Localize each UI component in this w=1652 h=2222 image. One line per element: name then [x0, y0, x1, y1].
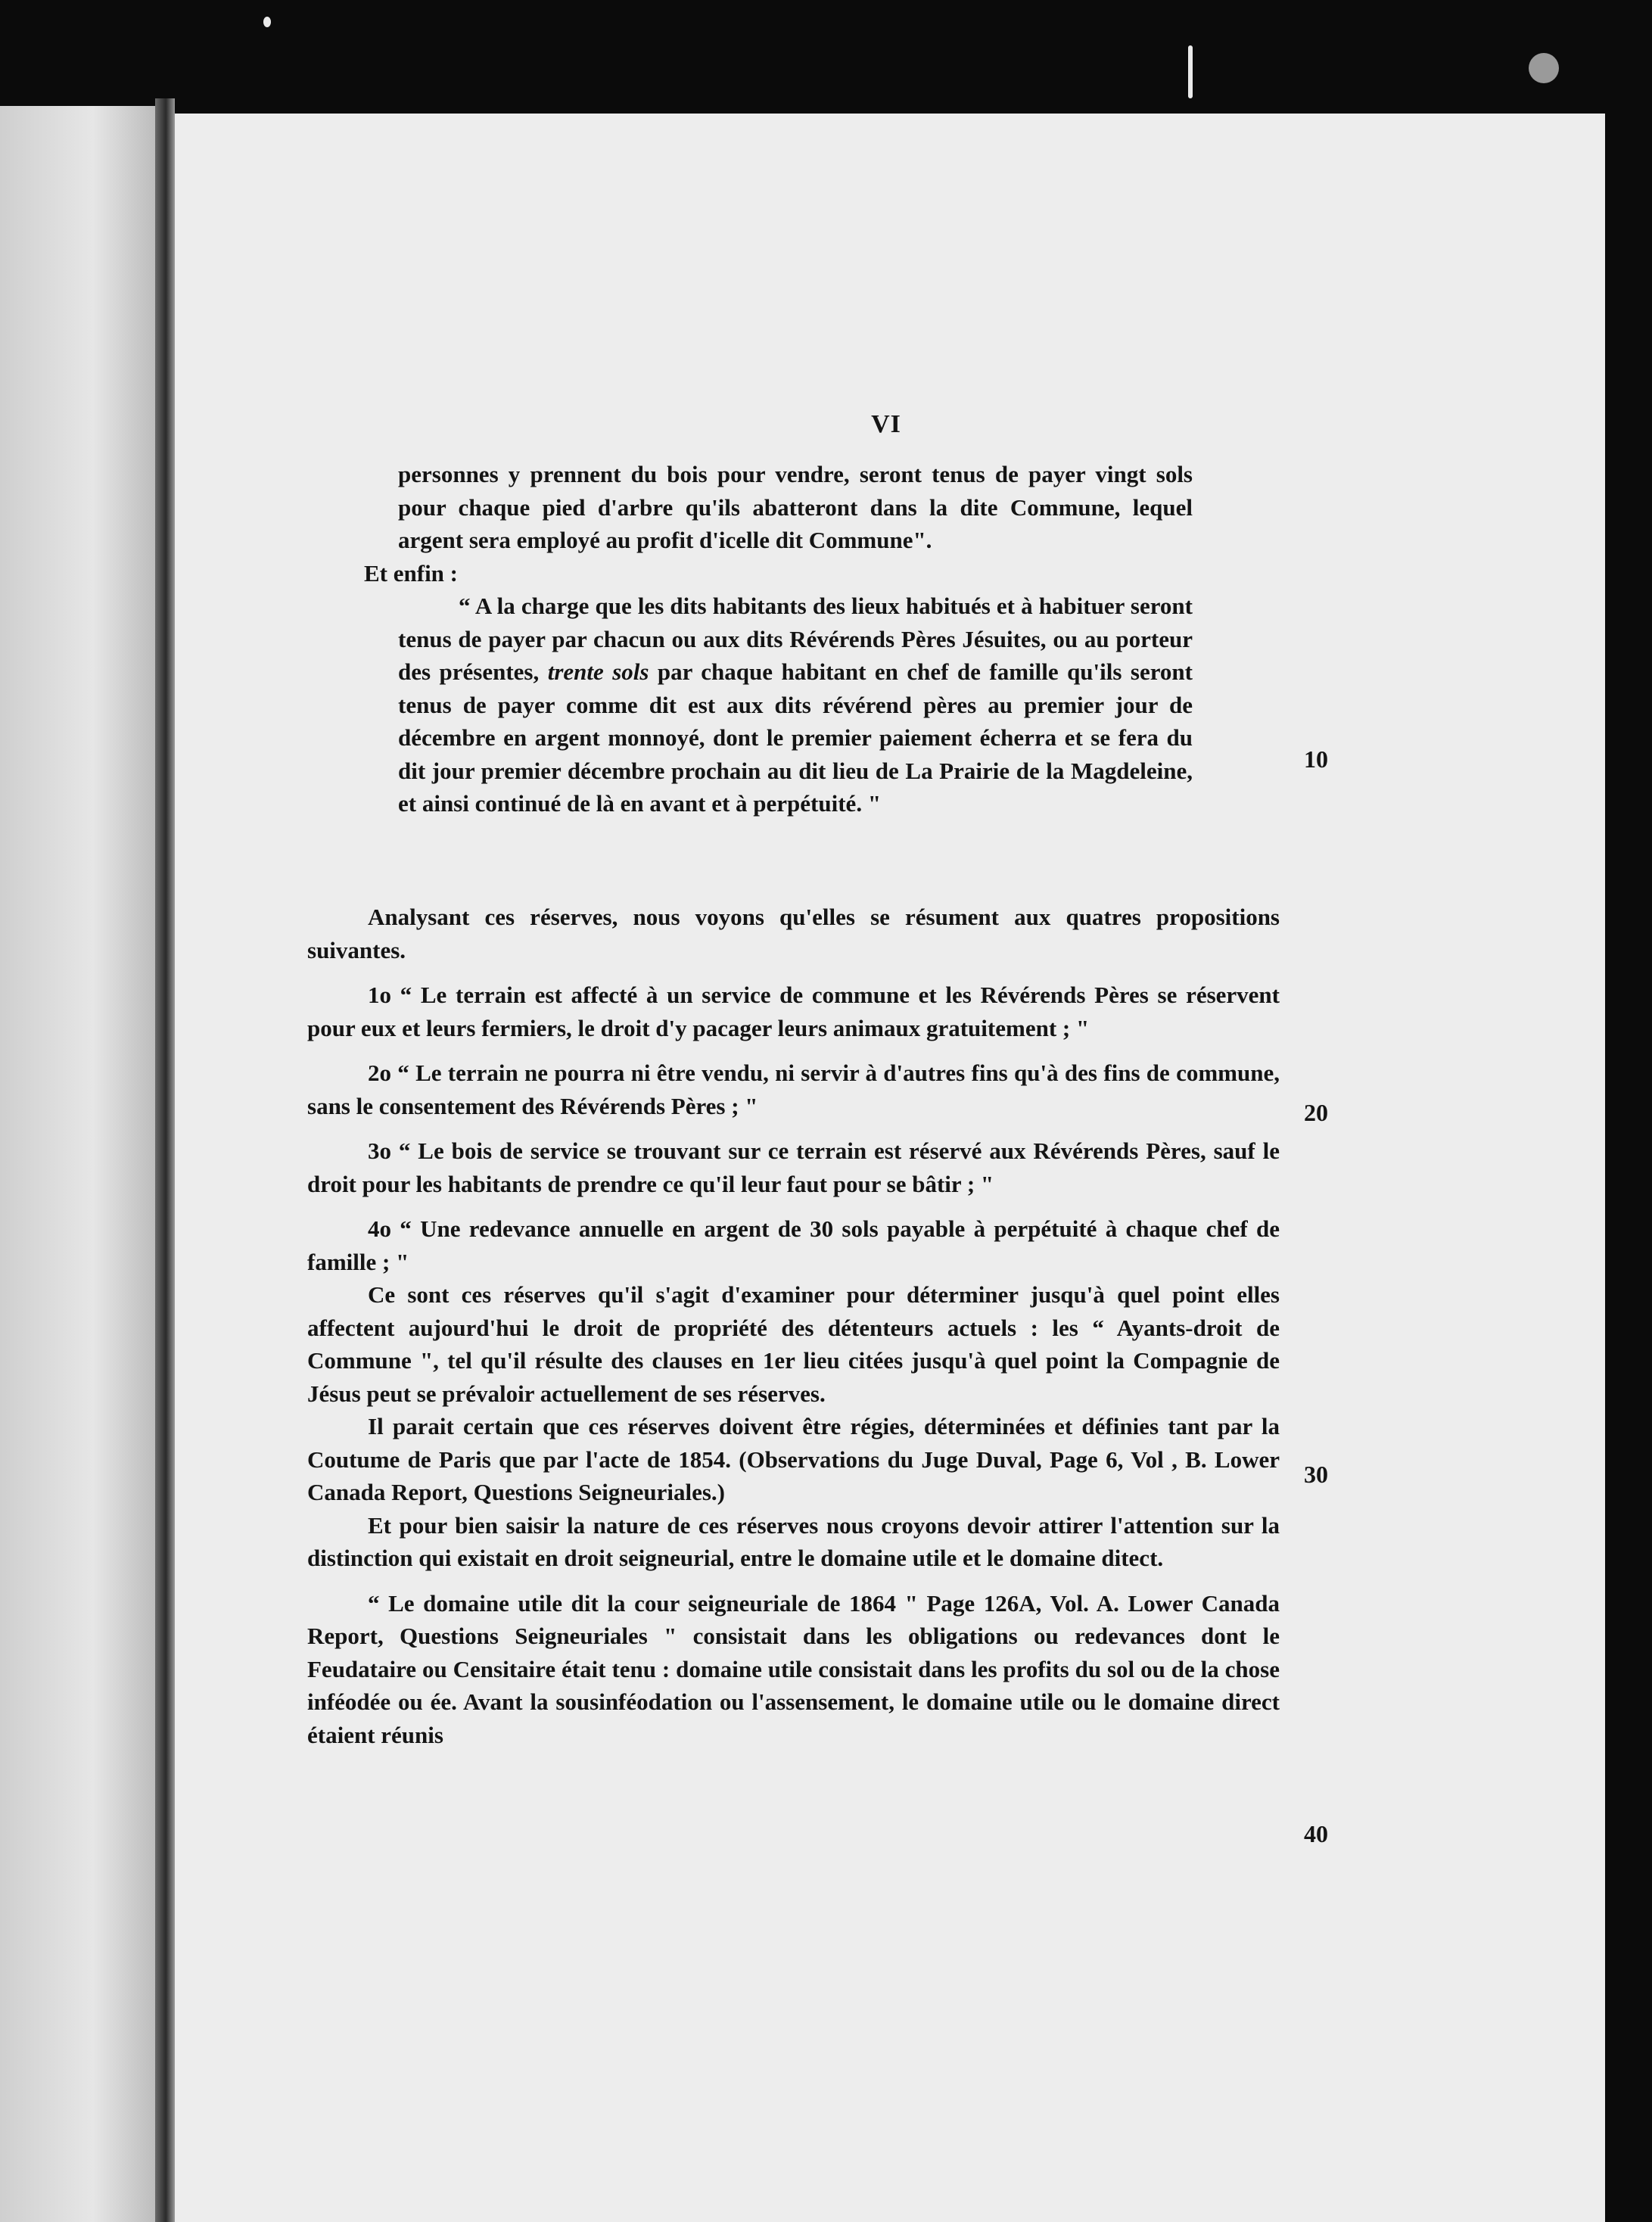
paragraph-domaine-utile: “ Le domaine utile dit la cour seigneuriale de 1864 " Page 126A, Vol. A. Lower Canada Report, Questions Seigneuriales " consistait dans les obligations ou redevances dont le Feudataire ou Censitaire était tenu : domaine utile consistait dans les profits du sol ou de la chose inféodée ou ée. Avant la sousinféodation ou l'assensement, le domaine utile ou le domaine direct étaient réunis: [307, 1589, 1280, 1748]
paragraph-reserve-2: 2o “ Le terrain ne pourra ni être vendu, ni servir à d'autres fins qu'à des fins de commune, sans le consentement des Révérends Pères ; ": [307, 1060, 1280, 1119]
main-text: [307, 901, 1280, 1751]
paragraph-regulation: Il parait certain que ces réserves doivent être régies, déterminées et définies tant par la Coutume de Paris que par l'acte de 1854. (Observations du Juge Duval, Page 6, Vol , B. Lower Canada Report, Questions Seigneuriales.): [307, 1413, 1280, 1505]
paragraph-reserve-3: 3o “ Le bois de service se trouvant sur ce terrain est réservé aux Révérends Pères, sauf le droit pour les habitants de prendre ce qu'il leur faut pour se bâtir ; ": [307, 1137, 1280, 1197]
scan-speck: [263, 17, 271, 27]
quote-intro: Et enfin :: [364, 559, 458, 587]
facing-page-edge: [0, 106, 155, 2222]
line-number-30: 30: [1304, 1461, 1328, 1488]
quote-text-2: [398, 590, 1193, 820]
quoted-clause: [364, 458, 1193, 820]
line-number-10: 10: [1304, 745, 1328, 773]
paragraph-examination: Ce sont ces réserves qu'il s'agit d'examiner pour déterminer jusqu'à quel point elles affectent aujourd'hui le droit de propriété des détenteurs actuels : les “ Ayants-droit de Commune ", tel qu'il résulte des clauses en 1er lieu citées jusqu'à quel point la Compagnie de Jésus peut se prévaloir actuellement de ses réserves.: [307, 1281, 1280, 1407]
line-number-20: 20: [1304, 1099, 1328, 1126]
quote-text-2-end: par chaque habitant en chef de famille qu'ils seront tenus de payer comme dit est aux dits révérend pères au premier jour de décembre en argent monnoyé, dont le premier paiement écherra et se fera du dit jour premier décembre prochain au dit lieu de La Prairie de la Magdeleine, et ainsi continué de là en avant et à perpétuité. ": [398, 658, 1193, 817]
paragraph-reserve-1: 1o “ Le terrain est affecté à un service de commune et les Révérends Pères se réservent pour eux et leurs fermiers, le droit d'y pacager leurs animaux gratuitement ; ": [307, 982, 1280, 1041]
scan-speck: [1529, 53, 1559, 83]
book-spine: [155, 98, 175, 2222]
page-number: VI: [871, 410, 901, 438]
paragraph-reserve-4: 4o “ Une redevance annuelle en argent de 30 sols payable à perpétuité à chaque chef de famille ; ": [307, 1215, 1280, 1275]
quote-italic-phrase: trente sols: [547, 658, 649, 685]
scan-speck: [1188, 45, 1193, 98]
document-page: [175, 114, 1605, 2222]
paragraph-analysis: Analysant ces réserves, nous voyons qu'elles se résument aux quatres propositions suivantes.: [307, 904, 1280, 963]
paragraph-distinction: Et pour bien saisir la nature de ces réserves nous croyons devoir attirer l'attention sur la distinction qui existait en droit seigneurial, entre le domaine utile et le domaine ditect.: [307, 1511, 1280, 1571]
line-number-40: 40: [1304, 1820, 1328, 1847]
quote-text-2-start: “ A la charge que les dits habitants des lieux habitués et à habituer seront tenus de payer par chacun ou aux dits Révérends Pères Jésuites, ou au porteur des présentes,: [398, 593, 1193, 685]
quote-text-1: personnes y prennent du bois pour vendre, seront tenus de payer vingt sols pour chaque pied d'arbre qu'ils abatteront dans la dite Commune, lequel argent sera employé au profit d'icelle dit Commune".: [398, 461, 1193, 553]
